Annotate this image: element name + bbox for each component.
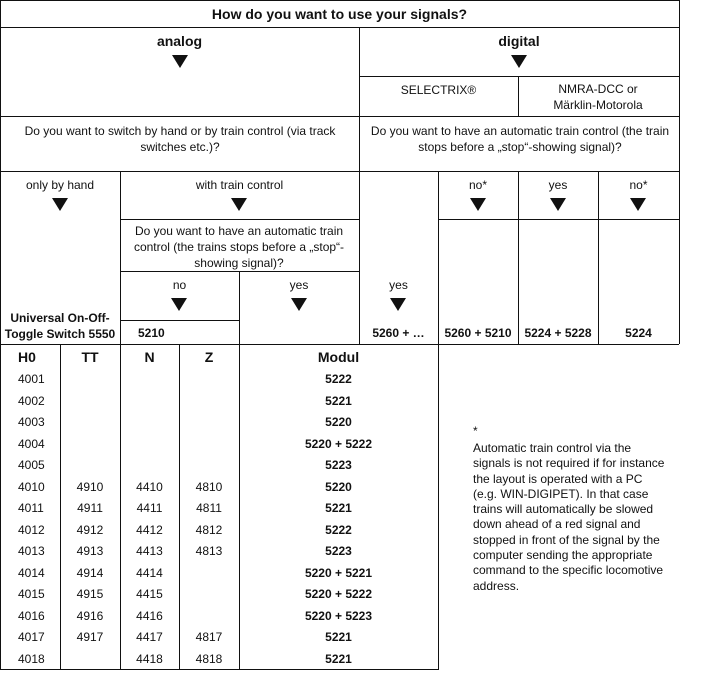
header-h0: H0 (18, 349, 36, 365)
cell-modul: 5220 (325, 479, 352, 494)
header-modul: Modul (317, 349, 360, 365)
down-arrow-icon (630, 198, 646, 211)
cell-h0: 4014 (18, 565, 45, 580)
line (518, 171, 519, 344)
line (359, 27, 360, 344)
cell-z: 4818 (195, 651, 223, 666)
cell-n: 4413 (136, 544, 163, 558)
option-no-analog: no (172, 278, 187, 292)
cell-z: 4812 (195, 522, 223, 537)
footnote-text: Automatic train control via the signals is not required if for instance the layout is operated with a PC (e.g. WIN-DIGIPET). In that case trains will automatically be slowed down ahead of a red signal and stopped in front of the signal by the computer sending the appropriate command to the specific locomotive address. (473, 441, 665, 593)
cell-n: 4414 (136, 565, 163, 580)
result-5260: 5260 + … (372, 326, 425, 340)
cell-tt: 4911 (77, 501, 103, 515)
cell-modul: 5221 (325, 651, 352, 666)
option-no-selectrix: no* (468, 178, 488, 192)
down-arrow-icon (550, 198, 566, 211)
cell-modul: 5223 (325, 458, 352, 472)
cell-h0: 4018 (18, 651, 45, 666)
line (0, 0, 679, 1)
option-with-train-control: with train control (195, 178, 284, 192)
cell-tt: 4917 (76, 630, 104, 644)
line (0, 344, 679, 345)
question-auto-control-digital: Do you want to have an automatic train control (the train stops before a „stop“-showing signal)? (370, 124, 670, 154)
cell-tt: 4914 (76, 565, 104, 580)
cell-h0: 4002 (18, 393, 45, 408)
cell-modul: 5221 (325, 393, 352, 408)
cell-n: 4416 (136, 608, 163, 623)
cell-n: 4412 (136, 522, 163, 537)
question-switch-mode: Do you want to switch by hand or by train control (via track switches etc.)? (24, 124, 336, 154)
cell-n: 4411 (136, 501, 163, 515)
cell-z: 4811 (196, 501, 222, 515)
cell-h0: 4013 (18, 544, 45, 558)
cell-modul: 5221 (325, 501, 352, 515)
line (438, 219, 679, 220)
line (120, 219, 359, 220)
cell-z: 4817 (195, 630, 223, 644)
cell-modul: 5220 + 5221 (304, 565, 373, 580)
cell-modul: 5220 + 5222 (304, 436, 373, 451)
result-universal-switch: Universal On-Off-Toggle Switch 5550 (4, 311, 116, 341)
cell-h0: 4001 (18, 372, 45, 386)
cell-h0: 4010 (18, 479, 45, 494)
cell-z: 4810 (195, 479, 223, 494)
header-tt: TT (81, 349, 99, 365)
line (0, 27, 679, 28)
cell-h0: 4012 (18, 522, 45, 537)
cell-modul: 5221 (325, 630, 352, 644)
down-arrow-icon (511, 55, 527, 68)
cell-h0: 4003 (18, 415, 45, 429)
cell-modul: 5222 (325, 522, 352, 537)
down-arrow-icon (390, 298, 406, 311)
option-only-by-hand: only by hand (25, 178, 95, 192)
down-arrow-icon (52, 198, 68, 211)
nmra-label: NMRA-DCC or Märklin-Motorola (553, 82, 643, 112)
down-arrow-icon (172, 55, 188, 68)
down-arrow-icon (231, 198, 247, 211)
line (518, 76, 519, 117)
page-title: How do you want to use your signals? (211, 6, 468, 22)
line (598, 171, 599, 344)
down-arrow-icon (291, 298, 307, 311)
result-5224: 5224 (625, 326, 652, 340)
digital-heading: digital (498, 33, 540, 49)
line (679, 0, 680, 344)
cell-h0: 4011 (18, 501, 44, 515)
header-n: N (144, 349, 155, 365)
cell-modul: 5220 + 5223 (304, 608, 373, 623)
result-5224-5228: 5224 + 5228 (524, 326, 592, 340)
cell-tt: 4913 (76, 544, 104, 558)
line (120, 320, 239, 321)
result-5210: 5210 (138, 326, 165, 340)
cell-modul: 5220 + 5222 (304, 587, 373, 601)
cell-h0: 4017 (18, 630, 45, 644)
option-no-nmra: no* (629, 178, 648, 192)
cell-z: 4813 (195, 544, 223, 558)
cell-h0: 4015 (18, 587, 45, 601)
line (0, 0, 1, 344)
footnote-marker: * (473, 424, 478, 438)
cell-n: 4417 (136, 630, 163, 644)
analog-heading: analog (156, 33, 203, 49)
cell-tt: 4915 (76, 587, 104, 601)
selectrix-label: SELECTRIX® (400, 83, 477, 97)
option-yes-selectrix: yes (389, 278, 408, 292)
cell-tt: 4910 (76, 479, 104, 494)
cell-n: 4410 (136, 479, 163, 494)
cell-modul: 5223 (325, 544, 352, 558)
down-arrow-icon (470, 198, 486, 211)
down-arrow-icon (171, 298, 187, 311)
option-yes-analog: yes (289, 278, 309, 292)
cell-n: 4415 (136, 587, 163, 601)
header-z: Z (204, 349, 214, 365)
line (120, 171, 121, 344)
cell-modul: 5220 (325, 415, 352, 429)
line (0, 171, 679, 172)
line (438, 171, 439, 344)
cell-h0: 4004 (18, 436, 45, 451)
cell-tt: 4912 (76, 522, 104, 537)
cell-h0: 4016 (18, 608, 45, 623)
line (438, 344, 439, 670)
line (359, 76, 679, 77)
cell-h0: 4005 (18, 458, 45, 472)
question-auto-control-analog: Do you want to have an automatic train control (the trains stops before a „stop“-showing signal)? (133, 224, 345, 270)
line (0, 116, 679, 117)
cell-n: 4418 (136, 651, 163, 666)
result-5260-5210: 5260 + 5210 (444, 326, 512, 340)
cell-tt: 4916 (76, 608, 104, 623)
option-yes-nmra: yes (548, 178, 568, 192)
cell-modul: 5222 (325, 372, 352, 386)
